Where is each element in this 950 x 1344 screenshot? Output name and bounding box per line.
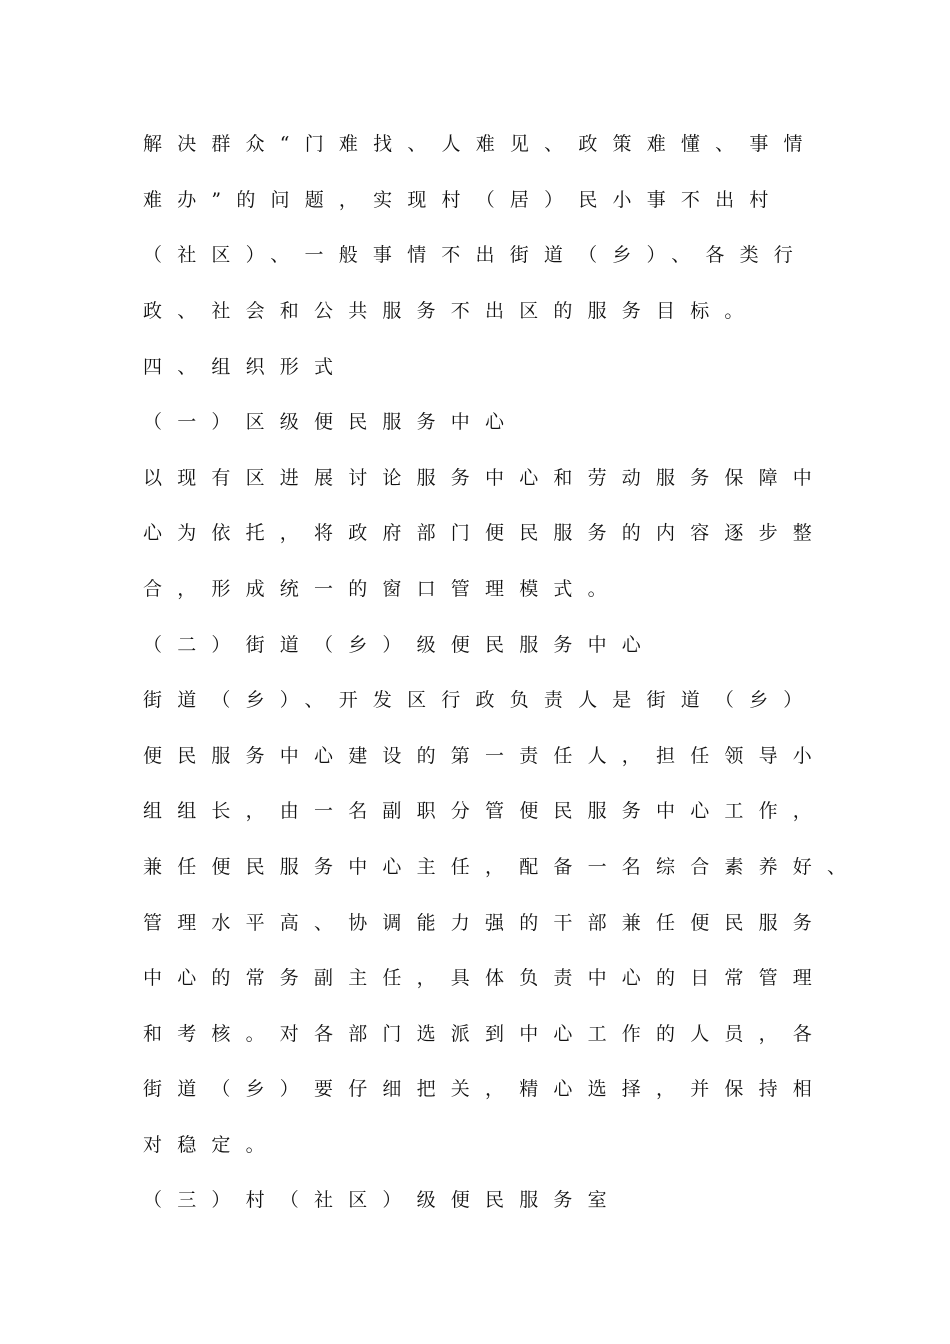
body-text-line: （社区）、一般事情不出街道（乡）、各类行 [143, 244, 809, 266]
body-text-line: 以现有区进展讨论服务中心和劳动服务保障中 [143, 467, 828, 489]
body-text-line: 心为依托，将政府部门便民服务的内容逐步整 [143, 522, 828, 544]
body-text-line: 管理水平高、协调能力强的干部兼任便民服务 [143, 912, 828, 934]
body-text-line: 对稳定。 [143, 1134, 280, 1156]
body-text-line: 解决群众“门难找、人难见、政策难懂、事情 [143, 133, 818, 155]
body-text-line: 合，形成统一的窗口管理模式。 [143, 578, 622, 600]
subsection-heading: （三）村（社区）级便民服务室 [143, 1189, 622, 1211]
body-text-line: 兼任便民服务中心主任，配备一名综合素养好、 [143, 856, 862, 878]
section-heading: 四、组织形式 [143, 356, 349, 378]
subsection-heading: （一）区级便民服务中心 [143, 411, 520, 433]
body-text-line: 便民服务中心建设的第一责任人，担任领导小 [143, 745, 828, 767]
body-text-line: 组组长，由一名副职分管便民服务中心工作， [143, 800, 828, 822]
body-text-line: 难办”的问题，实现村（居）民小事不出村 [143, 189, 784, 211]
body-text-line: 政、社会和公共服务不出区的服务目标。 [143, 300, 759, 322]
subsection-heading: （二）街道（乡）级便民服务中心 [143, 634, 657, 656]
body-text-line: 街道（乡）、开发区行政负责人是街道（乡） [143, 689, 818, 711]
body-text-line: 中心的常务副主任，具体负责中心的日常管理 [143, 967, 828, 989]
body-text-line: 街道（乡）要仔细把关，精心选择，并保持相 [143, 1078, 828, 1100]
body-text-line: 和考核。对各部门选派到中心工作的人员，各 [143, 1023, 828, 1045]
